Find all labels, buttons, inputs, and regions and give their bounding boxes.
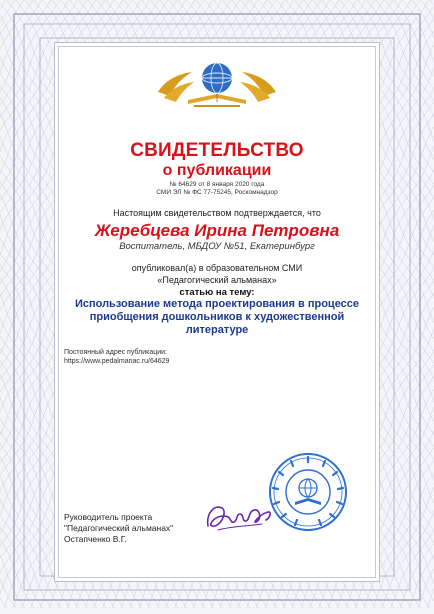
registration-number: № 64629 от 8 января 2020 года [169, 181, 265, 188]
media-registration: СМИ ЭЛ № ФС 77-75245, Роскомнадзор [156, 189, 278, 196]
footer-role: Руководитель проекта [64, 512, 153, 522]
footer-signatory: Остапченко В.Г. [64, 534, 127, 544]
publisher-seal-icon [268, 452, 348, 532]
recipient-position: Воспитатель, МБДОУ №51, Екатеринбург [119, 241, 315, 252]
globe-book-emblem-icon [150, 56, 284, 110]
publication-address-url: https://www.pedalmanac.ru/64629 [64, 358, 170, 365]
published-text: опубликовал(а) в образовательном СМИ [131, 263, 303, 273]
article-title: Использование метода проектирования в процессе приобщения дошкольников к художественной литературе [74, 298, 360, 336]
certificate-title: СВИДЕТЕЛЬСТВО [130, 140, 304, 161]
confirmation-text: Настоящим свидетельством подтверждается, что [113, 208, 321, 218]
article-label: статью на тему: [179, 287, 255, 298]
media-name: «Педагогический альманах» [157, 275, 277, 285]
recipient-name: Жеребцева Ирина Петровна [94, 221, 340, 240]
signature-icon [204, 496, 274, 536]
footer-project: "Педагогический альманах" [64, 523, 174, 533]
certificate-subtitle: о публикации [162, 162, 272, 179]
publication-address-label: Постоянный адрес публикации: [64, 349, 168, 356]
